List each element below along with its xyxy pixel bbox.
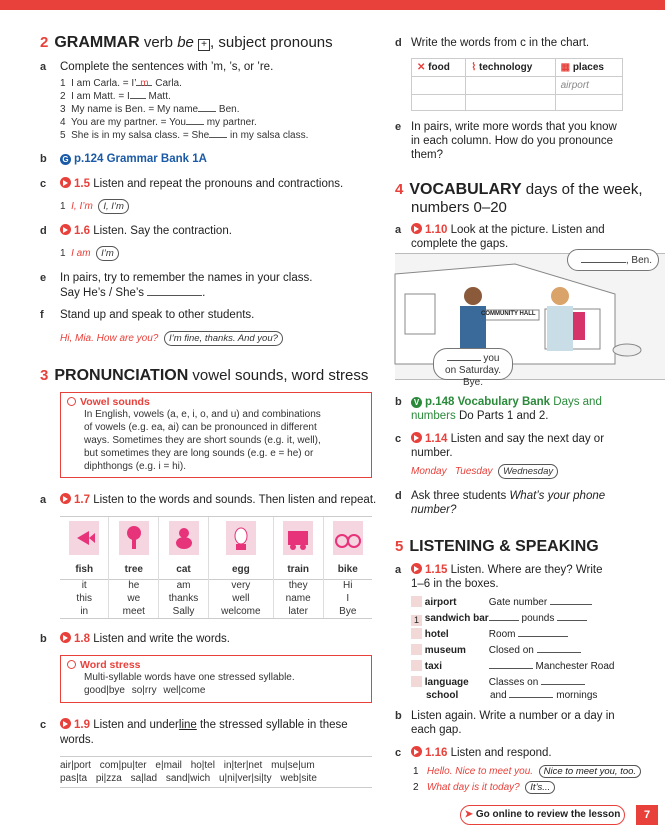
word[interactable]: web|site [280, 773, 317, 784]
word[interactable]: sand|wich [165, 773, 211, 784]
exercise-2e-right [395, 120, 635, 161]
underline-word: line [178, 719, 197, 731]
item-number: 4 [60, 117, 66, 128]
instruction-2: number. [411, 447, 453, 459]
table-cell: he [109, 579, 159, 592]
instruction: In pairs, try to remember the names in your class. [60, 272, 313, 284]
exercise-5a [395, 563, 635, 590]
table-cell: later [273, 605, 323, 618]
word[interactable]: pi|zza [95, 773, 122, 784]
section-number: 3 [40, 367, 49, 384]
instruction-2: each gap. [411, 724, 462, 736]
exercise-label: a [40, 61, 47, 73]
stress-example: so|rry [131, 685, 157, 696]
instruction: Listen. Where are they? Write [450, 564, 603, 576]
section-number: 4 [395, 181, 404, 198]
chart-cell[interactable] [466, 77, 555, 95]
audio-code: 1.10 [425, 224, 448, 236]
community-hall-picture [395, 253, 665, 388]
item-number: 5 [60, 130, 66, 141]
answer-blank[interactable]: m [136, 77, 152, 86]
audio-icon[interactable] [411, 432, 422, 443]
instruction: Complete the sentences with ’m, ’s, or ’re. [60, 61, 274, 73]
section-subtitle: vowel sounds, word stress [188, 367, 369, 384]
train-icon [273, 517, 323, 561]
place-name: language [424, 677, 469, 688]
exercise-label: b [395, 396, 402, 408]
chart-col [555, 59, 622, 77]
place-name: sandwich bar [424, 613, 489, 624]
exercise-label: e [395, 121, 402, 133]
word[interactable]: ho|tel [190, 760, 215, 771]
chart-header: places [572, 62, 604, 73]
stress-example: wel|come [163, 685, 206, 696]
sound-header: egg [208, 561, 273, 579]
exercise-3b [40, 632, 375, 646]
period: . [202, 287, 206, 299]
sound-header: bike [323, 561, 372, 579]
stress-example: good|bye [84, 685, 125, 696]
answer-blank[interactable] [209, 129, 227, 138]
answer-blank[interactable] [147, 287, 202, 296]
instruction: Listen and write the words. [93, 633, 230, 645]
exercise-label: c [395, 747, 402, 759]
speech-bubble: I’m [96, 246, 119, 261]
audio-icon[interactable] [60, 177, 71, 188]
table-cell: meet [109, 605, 159, 618]
tree-icon [109, 517, 159, 561]
list-item [411, 596, 631, 612]
table-cell: thanks [159, 592, 209, 605]
cursor-icon: ➤ [464, 809, 474, 820]
speech-bubble: Wednesday [498, 464, 558, 479]
magnifier-icon [67, 660, 76, 669]
list-item [411, 612, 631, 628]
section-number: 5 [395, 538, 404, 555]
audio-code: 1.16 [425, 747, 448, 759]
number-box[interactable]: 1 [411, 615, 422, 626]
place-name: taxi [424, 661, 443, 672]
section-5-header [395, 538, 599, 556]
instruction: Do Parts 1 and 2. [458, 410, 549, 422]
table-cell: welcome [208, 605, 273, 618]
section-4-header [395, 181, 643, 216]
go-online-label: Go online to review the lesson [475, 809, 621, 820]
vowel-sounds-box [60, 392, 372, 478]
exercise-4d [395, 489, 635, 516]
section-2-header [40, 34, 333, 52]
box-line: but sometimes they are long sounds (e.g. e = he) or [84, 448, 314, 459]
speech-bubble: Nice to meet you, too. [539, 765, 641, 778]
word[interactable]: mu|se|um [271, 760, 315, 771]
table-cell: name [273, 592, 323, 605]
page-number: 7 [636, 805, 658, 825]
number-box[interactable] [411, 644, 422, 655]
chart-cell[interactable] [555, 95, 622, 111]
exercise-label: f [40, 309, 44, 321]
number-box[interactable] [411, 596, 422, 607]
word-stress-box [60, 655, 372, 703]
box-heading [67, 659, 365, 671]
audio-prompt: Tuesday [454, 466, 493, 477]
exercise-4a [395, 223, 635, 250]
place-info: Classes on [488, 677, 539, 688]
exercise-label: c [40, 719, 47, 731]
chart-header: technology [479, 62, 533, 73]
top-bar [0, 0, 665, 10]
exercise-4b [395, 395, 635, 422]
section-3-header [40, 367, 368, 385]
list-item [413, 781, 663, 797]
syllable-words [60, 756, 372, 788]
instruction: Listen. Say the contraction. [93, 225, 232, 237]
hall-sign: COMMUNITY HALL [481, 311, 536, 317]
list-item [411, 676, 631, 689]
place-info-3: mornings [553, 690, 598, 701]
exercise-label: d [395, 37, 402, 49]
number-box[interactable] [411, 676, 422, 687]
audio-code: 1.5 [74, 178, 90, 190]
exercise-label: d [395, 490, 402, 502]
bubble-text: , Ben. [625, 255, 652, 266]
exercise-2c [40, 177, 370, 191]
box-line: of vowels (e.g. ea, ai) can be pronounced in different [84, 422, 317, 433]
instruction: Listen and respond. [450, 747, 552, 759]
exercise-2e [40, 271, 370, 299]
table-cell: we [109, 592, 159, 605]
be-word: be [177, 34, 194, 51]
item-number: 3 [60, 104, 66, 115]
audio-code: 1.14 [425, 433, 448, 445]
food-icon: ✕ [417, 62, 426, 73]
instruction-italic-2: number? [411, 504, 457, 516]
item-number: 2 [60, 91, 66, 102]
audio-icon[interactable] [60, 632, 71, 643]
instruction: Listen and say the next day or [450, 433, 605, 445]
egg-icon [208, 517, 273, 561]
instruction: Look at the picture. Listen and [450, 224, 605, 236]
go-online-button[interactable] [460, 805, 625, 825]
section-title: PRONUNCIATION [54, 367, 189, 384]
audio-code: 1.9 [74, 719, 90, 731]
exercise-2b [40, 152, 207, 166]
table-cell: very [208, 579, 273, 592]
word[interactable]: sa|lad [130, 773, 158, 784]
speech-bubble: I, I’m [98, 199, 129, 214]
contraction-list [60, 77, 360, 142]
word[interactable]: u|ni|ver|si|ty [218, 773, 272, 784]
place-info: Closed on [488, 645, 534, 656]
audio-prompt: Hello. Nice to meet you. [426, 766, 534, 777]
answer-blank[interactable] [186, 116, 204, 125]
table-cell: Sally [159, 605, 209, 618]
list-item [60, 116, 360, 129]
sound-header: fish [75, 564, 94, 576]
exercise-label: c [395, 433, 402, 445]
place-info: pounds [518, 613, 555, 624]
table-cell: it [81, 580, 87, 592]
section-number: 2 [40, 34, 49, 51]
place-info: Gate number [488, 597, 548, 608]
exercise-2a [40, 60, 370, 74]
audio-icon[interactable] [60, 493, 71, 504]
sound-header: tree [109, 561, 159, 579]
table-cell: well [208, 592, 273, 605]
table-cell: am [159, 579, 209, 592]
exercise-4c [395, 432, 635, 459]
audio-prompt: I am [71, 248, 91, 259]
table-cell: this [76, 593, 92, 604]
exercise-label: a [395, 224, 402, 236]
table-cell: in [80, 606, 89, 617]
example-2c [60, 199, 129, 214]
item-number: 1 [60, 201, 66, 212]
building-icon: ▦ [560, 62, 571, 73]
item-number: 1 [60, 248, 66, 259]
instruction: them? [411, 149, 443, 161]
dialogue-2f [60, 331, 283, 346]
place-name: museum [424, 645, 466, 656]
answer-blank[interactable] [198, 103, 216, 112]
instruction: Ask three students [411, 490, 510, 502]
box-line: In English, vowels (a, e, i, o, and u) and combinations [84, 409, 321, 420]
audio-icon[interactable] [60, 718, 71, 729]
example-2d [60, 246, 119, 261]
answer-blank[interactable] [557, 612, 587, 621]
answer-blank[interactable] [518, 628, 568, 637]
sounds-table [60, 516, 372, 619]
exercise-label: a [395, 564, 402, 576]
chart-cell[interactable]: airport [555, 77, 622, 95]
section-title: GRAMMAR [54, 34, 140, 51]
word[interactable]: e|mail [155, 760, 182, 771]
list-item [60, 129, 360, 142]
section-subtitle: verb [139, 34, 178, 51]
table-cell: they [273, 579, 323, 592]
chart-cell[interactable] [412, 77, 466, 95]
item-text: I am Carla. = I’ [71, 78, 137, 89]
vocabulary-bank-link[interactable]: p.148 Vocabulary Bank [425, 396, 551, 408]
audio-icon[interactable] [411, 223, 422, 234]
number-box[interactable] [411, 628, 422, 639]
bike-icon [323, 517, 372, 561]
exercise-label: b [40, 153, 47, 165]
instruction-2: Say He’s / She’s [60, 287, 144, 299]
places-list [411, 596, 631, 703]
place-info: Manchester Road [532, 661, 615, 672]
chart-col [412, 59, 466, 77]
item-tail: Ben. [216, 104, 240, 115]
exercise-2f [40, 308, 370, 322]
answer-blank[interactable] [537, 644, 581, 653]
bubble-text-2: on Saturday. Bye. [445, 365, 501, 388]
item-text: I am Matt. = I [71, 91, 130, 102]
instruction: Stand up and speak to other students. [60, 309, 255, 321]
instruction-2: 1–6 in the boxes. [411, 578, 499, 590]
table-cell: Hi [323, 579, 372, 592]
question: Hi, Mia. How are you? [60, 333, 159, 344]
answer-blank[interactable] [550, 596, 592, 605]
word-chart [411, 58, 623, 111]
exercise-label: e [40, 272, 47, 284]
item-number: 1 [60, 78, 66, 89]
answer-blank[interactable] [489, 660, 533, 669]
example-4c [411, 464, 558, 479]
grammar-bank-icon: G [60, 154, 71, 165]
item-number: 2 [413, 782, 419, 793]
exercise-label: d [40, 225, 47, 237]
instruction: In pairs, write more words that you know [411, 121, 617, 133]
box-line: diphthongs (e.g. i = hi). [84, 461, 187, 472]
section-subtitle-2: numbers 0–20 [411, 199, 507, 216]
list-item [60, 103, 360, 116]
exercise-label: a [40, 494, 47, 506]
cat-icon [159, 517, 209, 561]
exercise-label: c [40, 178, 47, 190]
respond-list [413, 765, 663, 797]
item-tail: my partner. [203, 117, 257, 128]
exercise-label: b [395, 710, 402, 722]
word[interactable]: pas|ta [60, 773, 88, 784]
vocabulary-bank-link-2[interactable]: Days and [553, 396, 602, 408]
chart-cell[interactable] [412, 95, 466, 111]
item-tail: Matt. [145, 91, 171, 102]
sound-header: cat [159, 561, 209, 579]
exercise-5b [395, 709, 635, 736]
audio-icon[interactable] [411, 746, 422, 757]
fish-icon [60, 517, 109, 561]
audio-code: 1.6 [74, 225, 90, 237]
vocabulary-bank-link-3[interactable]: numbers [411, 410, 456, 422]
box-heading [67, 396, 365, 408]
word[interactable]: in|ter|net [223, 760, 263, 771]
item-text: You are my partner. = You [70, 117, 186, 128]
place-name: airport [424, 597, 457, 608]
exercise-label: b [40, 633, 47, 645]
answer-blank[interactable] [541, 676, 585, 685]
speech-bubble-1 [567, 249, 659, 271]
plus-box: + [198, 39, 210, 51]
answer-blank[interactable] [581, 254, 626, 263]
answer-blank[interactable] [130, 90, 146, 99]
place-info: Room [488, 629, 516, 640]
exercise-2d-right [395, 36, 625, 50]
list-item [411, 644, 631, 660]
audio-prompt: Monday [411, 466, 447, 477]
vocabulary-bank-icon: V [411, 397, 422, 408]
answer-blank[interactable] [509, 689, 553, 698]
box-heading-text: Vowel sounds [80, 396, 150, 408]
box-heading-text: Word stress [80, 659, 141, 671]
place-info-2: and [490, 690, 507, 701]
box-line: ways. Sometimes they are short sounds (e.g. it, well), [84, 435, 321, 446]
chart-header: food [428, 62, 450, 73]
wifi-icon: ⌇ [471, 62, 477, 73]
audio-code: 1.8 [74, 633, 90, 645]
table-cell: Bye [323, 605, 372, 618]
instruction-2: complete the gaps. [411, 238, 509, 250]
table-cell: I [323, 592, 372, 605]
list-item [60, 90, 360, 103]
exercise-2d [40, 224, 370, 238]
item-text: She is in my salsa class. = She [71, 130, 210, 141]
audio-icon[interactable] [411, 563, 422, 574]
instruction: Listen and under [93, 719, 179, 731]
list-item [411, 689, 631, 703]
place-name-2: school [426, 690, 459, 701]
section-subtitle: days of the week, [521, 181, 643, 198]
box-line: Multi-syllable words have one stressed syllable. [84, 672, 295, 683]
instruction-3: words. [60, 734, 94, 746]
audio-prompt: I, I’m [71, 201, 93, 212]
section-title: VOCABULARY [409, 181, 522, 198]
audio-icon[interactable] [60, 224, 71, 235]
grammar-bank-link[interactable]: p.124 Grammar Bank 1A [74, 153, 207, 165]
instruction-italic: What’s your phone [509, 490, 606, 502]
list-item [411, 628, 631, 644]
item-text: My name is Ben. = My name [71, 104, 199, 115]
instruction: in each column. How do you pronounce [411, 135, 614, 147]
instruction: Listen and repeat the pronouns and contractions. [93, 178, 344, 190]
speech-bubble-2 [433, 348, 513, 388]
exercise-3a [40, 493, 375, 507]
answer-blank[interactable] [447, 352, 481, 361]
speech-bubble: It’s... [525, 781, 555, 794]
list-item [413, 765, 663, 781]
bubble-text: you [480, 353, 500, 364]
speech-bubble: I’m fine, thanks. And you? [164, 331, 283, 346]
audio-prompt: What day is it today? [426, 782, 520, 793]
item-tail: in my salsa class. [227, 130, 309, 141]
instruction: Listen to the words and sounds. Then listen and repeat. [93, 494, 377, 506]
place-name: hotel [424, 629, 449, 640]
word[interactable]: com|pu|ter [99, 760, 147, 771]
section-subtitle-2: , subject pronouns [210, 34, 333, 51]
instruction: Listen again. Write a number or a day in [411, 710, 615, 722]
sound-header: train [273, 561, 323, 579]
item-number: 1 [413, 766, 419, 777]
number-box[interactable] [411, 660, 422, 671]
chart-cell[interactable] [466, 95, 555, 111]
answer-blank[interactable] [489, 612, 519, 621]
item-tail: Carla. [152, 78, 182, 89]
section-title: LISTENING & SPEAKING [409, 538, 599, 555]
exercise-5c [395, 746, 635, 760]
list-item [60, 77, 360, 90]
word[interactable]: air|port [60, 760, 91, 771]
instruction: Write the words from c in the chart. [411, 37, 590, 49]
magnifier-icon [67, 397, 76, 406]
list-item [411, 660, 631, 676]
chart-col [466, 59, 555, 77]
exercise-3c [40, 718, 375, 746]
audio-code: 1.7 [74, 494, 90, 506]
instruction-2: the stressed syllable in these [196, 719, 348, 731]
audio-code: 1.15 [425, 564, 448, 576]
